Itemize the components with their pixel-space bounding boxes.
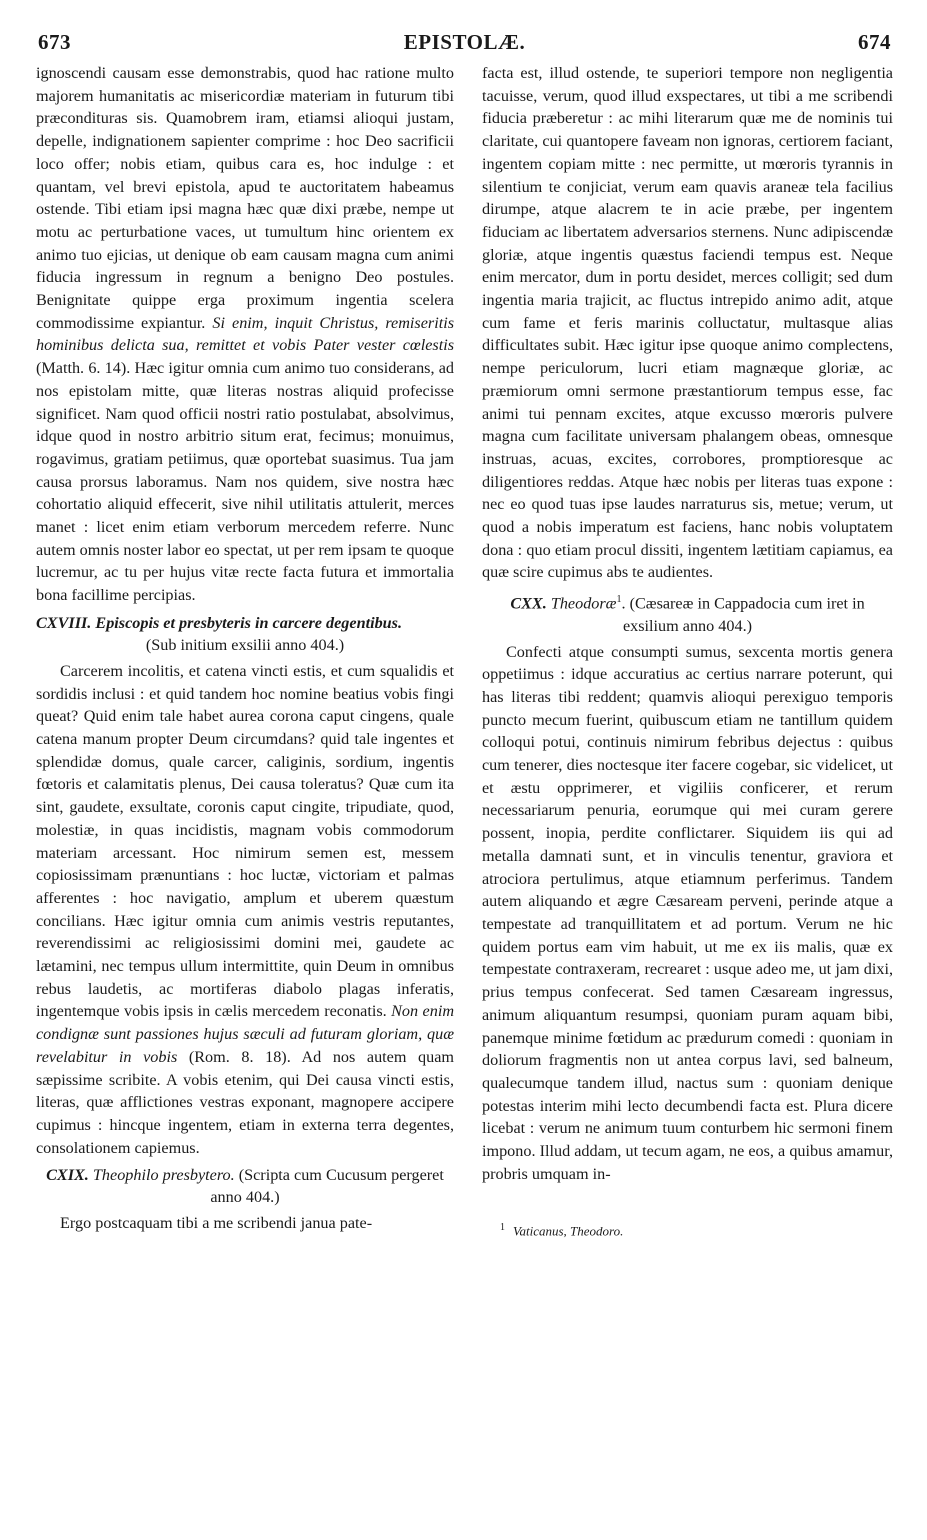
body-text: facta est, illud ostende, te superiori tempore non negligentia tacuisse, verum, quod illud exspectares, ut tibi a me scribendi fiducia præberetur : ac mihi literarum quæ me de nominis tui claritate, cui quantopere faveam non ignoras, certiorem faciant, ingentem copiam mitte : nec permitte, ut mœroris tyrannis in silentium te conjiciat, verum eam quavis araneæ tela facilius dirumpe, atque alacrem te in acie præbe, per ingentem fiduciam ac libertatem adversarios sternens. Nunc adipiscendæ gloriæ, atque ingentis quæstus faciendi tempus est. Neque enim mercator, dum in portu desidet, merces colligit; sed dum ingentia maria trajicit, ac fluctus intrepido animo adit, atque cum fame et feris marinis colluctatur, multasque alias difficultates subit. Hæc igitur ipse quoque animo complectens, nempe periculorum, lucri etiam magnæque gloriæ, ac præmiorum omni sermone præstantiorum tempus esse, fac animi tui pennam excites, atque excusso mœroris pulvere magna cum facilitate universam phalangem obeas, omnesque instruas, acuas, excites, corrobores, promptioresque ac diligentiores reddas. Atque hæc nobis per literas tuas expone : nec eo quod tuas ipse laudes narraturus sis, metue; verum, ut quod a nobis imperatum est faciens, hanc nobis voluptatem dona : quo etiam procul dissiti, ingentem lætitiam capiamus, ea quæ scire cupimus abs te audientes. (482, 64, 893, 582)
letter-cxix-continuation (482, 62, 893, 584)
body-text: Hæc igitur omnia cum animo tuo considerans, ad nos epistolam mitte, quæ literas nostras aliquid profecisse significet. Nam quod officii nostri ratio postulabat, absolvimus, idque quod in nostro arbitrio situm erat, fecimus; monuimus, rogavimus, gratiam petiimus, quæ oportebat suasimus. Tua jam causa prorsus laboramus. Nam nos quidem, sive nostra hæc cohortatio aliquid effecerit, sive nihil utilitatis attulerit, merces manet : licet enim etiam verborum mercedem referre. Nunc autem omnis noster labor eo spectat, ut per rem ipsam te quoque lucremur, ac tu per hujus vitæ recte facta futura et immortalia bona facillime percipias. (36, 359, 454, 605)
letter-date: . (Cæsareæ in Cappadocia cum iret in exsilium anno 404.) (621, 594, 865, 635)
left-page-number: 673 (38, 30, 71, 54)
footnote (482, 1219, 893, 1239)
letter-cxix-body (36, 1212, 454, 1235)
body-text: Ergo postcaquam tibi a me scribendi janua pate- (60, 1214, 373, 1233)
letter-cxvii-ending (36, 62, 454, 607)
footnote-text: Vaticanus, Theodoro. (513, 1223, 624, 1239)
letter-date: (Sub initium exsilii anno 404.) (145, 635, 345, 654)
scripture-reference: (Matth. 6. 14). (36, 359, 131, 378)
letter-number: CXVIII. (36, 613, 92, 632)
letter-cxviii-body (36, 660, 454, 1159)
right-page-number: 674 (858, 30, 891, 54)
running-header (38, 30, 891, 60)
body-text: Ad nos autem quam sæpissime scribite. A vobis etenim, qui Dei causa vincti estis, literas, quæ afflictiones vestras exponant, magnopere accipere cupimus : hincque ingentem, etiam in externa terra degentes, consolationem capiemus. (36, 1047, 454, 1157)
right-column (482, 62, 893, 1528)
footnote-mark: 1 (500, 1222, 505, 1234)
scripture-quote: Si enim, inquit Christus, remiseritis hominibus delicta sua, remittet et vobis Pater vester cœlestis (36, 313, 454, 355)
letter-addressee: Theophilo presbytero. (92, 1166, 235, 1185)
letter-addressee: Episcopis et presbyteris in carcere degentibus. (95, 613, 403, 632)
letter-date: (Scripta cum Cucusum pergeret anno 404.) (210, 1166, 444, 1207)
left-column (36, 62, 454, 1528)
letter-number: CXX. (510, 594, 547, 613)
letter-heading-cxviii (36, 612, 454, 634)
footnote-reference: 1 (616, 594, 622, 606)
letter-addressee: Theodoræ (550, 594, 617, 613)
body-text: Confecti atque consumpti sumus, sexcenta mortis genera oppetiimus : idque accuratius ac certius narrare poterunt, qui has literas tibi reddent; quamvis alioqui perexiguo temporis puncto mecum fuerint, quibuscum etiam ne tantillum quidem colloqui potui, continuis nimirum febribus dejectus : quibus cum tenerer, dies noctesque iter facere cogebar, sic videlicet, ut et æstu opprimerer, et vigiliis conficerer, et rerum necessariarum penuria, eorumque qui mei curam gerere possent, inopia, perdite conflictarer. Siquidem iis qui ad metalla damnati sunt, et in vinculis tenentur, graviora et atrociora pertulimus, atque etiamnum perferimus. Tandem autem aliquando et ægre Cæsaream perveni, perinde atque a tempestate ad tranquillitatem et ad portum. Verum ne hic quidem portus eam vim habuit, ut me ex iis malis, quæ ex tempestate contraxeram, recrearet : usque adeo me, ut jam dixi, prius tempus confecerat. Sed tamen Cæsaream ingressus, animum aliquantum resumpsi, quoniam puram aquam bibi, panemque minime fœtidum ac prædurum comedi : quoniam in doliorum fragmentis non ut antea corpus lavi, sed balneum, qualecumque tandem illud, nactus sum : quoniam denique potestas interim mihi lecto decumbendi facta est. Plura dicere licebat : verum ne animum tuum conturbem hic sermoni finem impono. Illud addam, ut tecum agam, ne eos, a quibus amamur, probris umquam in- (482, 642, 893, 1183)
letter-heading-cxix (36, 1164, 454, 1208)
running-title: EPISTOLÆ. (403, 30, 526, 54)
letter-cxx-body (482, 641, 893, 1186)
scripture-reference: (Rom. 8. 18). (177, 1047, 291, 1066)
letter-date-cxviii (36, 634, 454, 656)
body-text: ignoscendi causam esse demonstrabis, quod hac ratione multo majorem humanitatis ac misericordiæ materiam in futurum tibi præcondituras sis. Quamobrem iram, etiamsi alioqui justam, depelle, indignationem sapienter comprime : hoc Deo sacrificii loco offer; nobis etiam, quibus cara es, hoc indulge : et quantam, vel brevi epistola, apud te auctoritatem habeamus ostende. Tibi etiam ipsi magna hæc quæ dixi præbe, nempe ut motu ac perturbatione vaces, ut tumultum hinc orientem ex animo tuo ejicias, ut denique ob eam causam magna cum animi fiducia ingressum in regnum a benigno Deo postules. Benignitate quippe erga proximum ingentia scelera commodissime expiantur. (36, 64, 454, 332)
body-text: Carcerem incolitis, et catena vincti estis, et cum squalidis et sordidis inclusi : et quid tandem hoc nomine beatius vobis fingi queat? Quid enim tale habet aurea corona caput cingens, quale catena manum propter Deum circumdans? quid tale ingentes et splendidæ domus, quale carcer, caliginis, sordium, ingentis fœtoris et calamitatis plenus, Dei causa toleratus? Quæ cum ita sint, gaudete, exsultate, coronis caput cingite, tripudiate, quod, molestiæ, in quas incidistis, magnam vobis commodorum materiam arcessant. Hoc nimirum semen est, messem copiosissimam prænuntians : hoc luctæ, victoriam et palmas afferentes : hoc navigatio, amplum et uberem quæstum concilians. Hæc igitur omnia cum animis vestris reputantes, reverendissimi ac religiosissimi domini mei, gaudete ac lætamini, nec tempus ullum intermittite, quin Deum in omnibus rebus laudetis, ac mortiferas diabolo plagas inferatis, ingentemque vobis ipsis in cælis mercedem reconatis. (36, 661, 454, 1021)
letter-heading-cxx (482, 589, 893, 636)
scripture-quote: Non enim condignæ sunt passiones hujus sæculi ad futuram gloriam, quæ revelabitur in vobis (36, 1002, 454, 1066)
letter-number: CXIX. (46, 1166, 89, 1185)
